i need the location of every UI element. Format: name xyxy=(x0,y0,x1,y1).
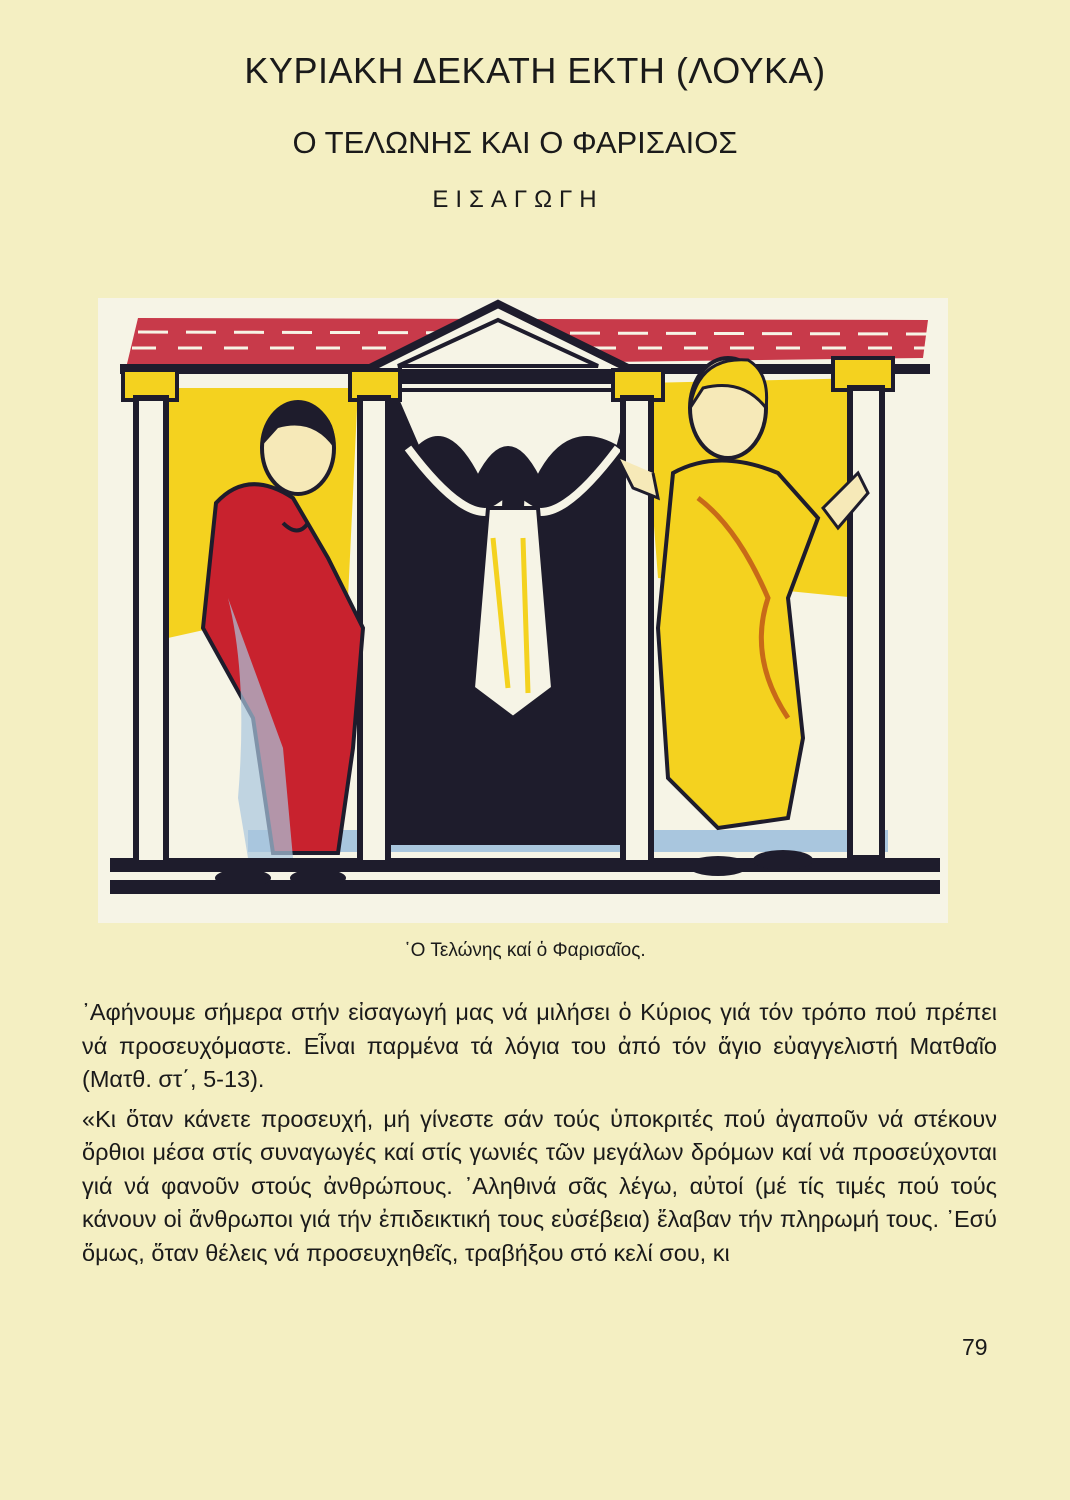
page-number: 79 xyxy=(962,1334,988,1360)
section-heading: ΕΙΣΑΓΩΓΗ xyxy=(432,186,604,213)
paragraph: ᾿Αφήνουμε σήμερα στήν εἰσαγωγή μας νά μιλήσει ὁ Κύριος γιά τόν τρόπο πού πρέπει νά προσευχόμαστε. Εἶναι παρμένα τά λόγια του ἀπό τόν ἅγιο εὐαγγελιστή Ματθαῖο (Ματθ. στ΄, 5-13). xyxy=(82,999,997,1092)
page-title: ΚΥΡΙΑΚΗ ΔΕΚΑΤΗ ΕΚΤΗ (ΛΟΥΚΑ) xyxy=(244,50,826,91)
page-subtitle: Ο ΤΕΛΩΝΗΣ ΚΑΙ Ο ΦΑΡΙΣΑΙΟΣ xyxy=(292,125,738,160)
paragraph: «Κι ὅταν κάνετε προσευχή, μή γίνεστε σάν τούς ὑποκριτές πού ἀγαποῦν νά στέκουν ὄρθιοι μέσα στίς συναγωγές καί στίς γωνιές τῶν μεγάλων δρόμων καί νά προσεύχονται γιά νά φανοῦν στούς ἀνθρώπους. ᾿Αληθινά σᾶς λέγω, αὐτοί (μέ τίς τιμές πού τούς κάνουν οἱ ἄνθρωποι γιά τήν ἐπιδεικτική τους εὐσέβεια) ἔλαβαν τήν πληρωμή τους. ᾿Εσύ ὅμως, ὅταν θέλεις νά προσευχηθεῖς, τραβήξου στό κελί σου, κι xyxy=(82,1105,997,1266)
body-text xyxy=(82,996,997,1270)
illustration-tax-collector-and-pharisee xyxy=(98,298,948,923)
figure-caption: ῾Ο Τελώνης καί ὁ Φαρισαῖος. xyxy=(404,940,646,961)
